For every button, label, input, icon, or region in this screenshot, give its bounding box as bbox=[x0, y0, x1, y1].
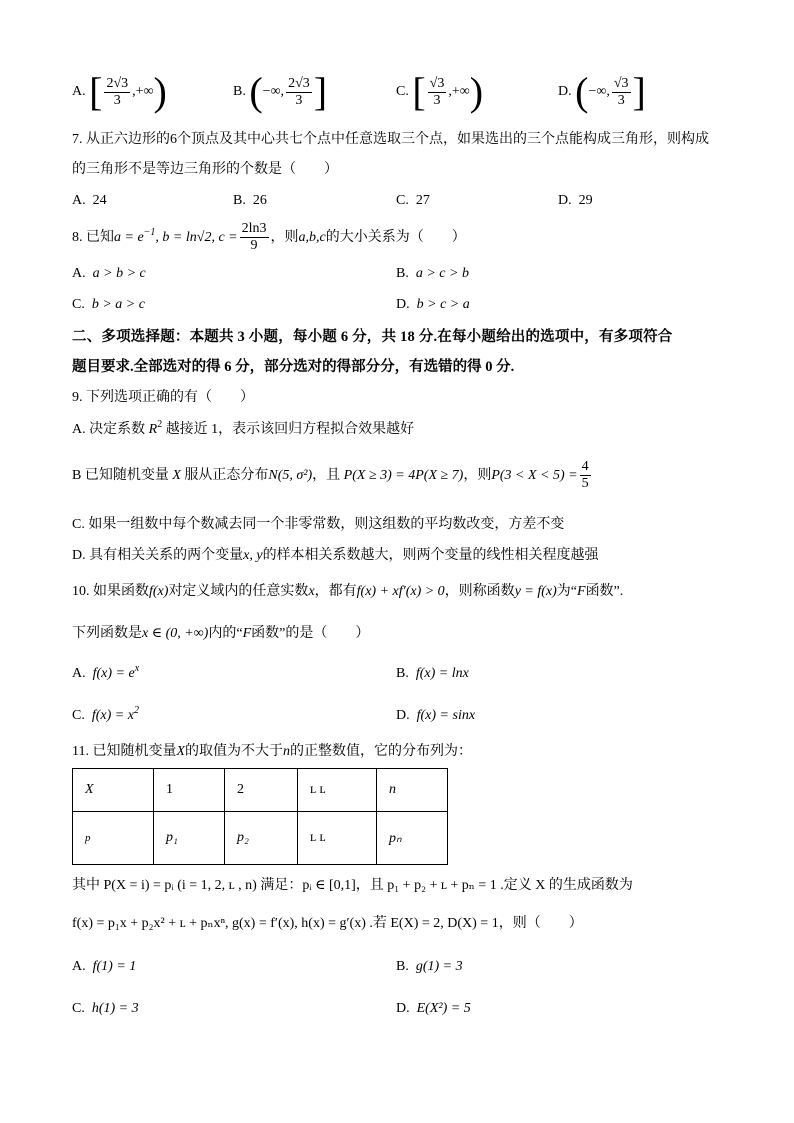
option-text: B 已知随机变量 bbox=[72, 468, 169, 483]
option-label: D. bbox=[558, 84, 572, 100]
q8-stem bbox=[72, 218, 466, 258]
paren-right: ) bbox=[469, 69, 484, 114]
option-text: b > a > c bbox=[91, 297, 145, 312]
text: 函数”的是（ ） bbox=[251, 626, 370, 641]
option-label: A. bbox=[72, 84, 86, 100]
q9-stem: 9. 下列选项正确的有（ ） bbox=[72, 390, 254, 405]
var-x: X bbox=[172, 468, 181, 483]
option-label: D. bbox=[558, 193, 572, 208]
q6-option-c[interactable] bbox=[396, 69, 484, 114]
section2-heading-line2: 题目要求.全部选对的得 6 分，部分选对的得部分分，有选错的得 0 分. bbox=[72, 359, 515, 375]
q6-option-d[interactable] bbox=[558, 69, 646, 114]
prob-expr-2: P(3 < X < 5) = bbox=[491, 468, 578, 483]
paren-right: ) bbox=[153, 69, 167, 114]
option-label: A. bbox=[72, 959, 86, 974]
q6-option-b[interactable] bbox=[233, 69, 328, 114]
option-label: C. bbox=[72, 1001, 85, 1016]
r-exponent: 2 bbox=[157, 419, 163, 430]
section2-heading-line1: 二、多项选择题：本题共 3 小题，每小题 6 分，共 18 分.在每小题给出的选项中，有多项符合 bbox=[72, 329, 673, 345]
table-cell: pₙ bbox=[377, 812, 448, 865]
q9-option-d[interactable] bbox=[72, 546, 599, 566]
option-exp: 2 bbox=[133, 705, 139, 716]
option-label: D. bbox=[396, 297, 410, 312]
bracket-right: ] bbox=[632, 69, 646, 114]
q11-line4: f(x) = p₁x + p₂x² + ʟ + pₙxⁿ, g(x) = f′(x), h(x) = g′(x) .若 E(X) = 2, D(X) = 1，则（ ） bbox=[72, 916, 583, 931]
option-text: g(1) = 3 bbox=[415, 959, 463, 974]
distribution-table bbox=[72, 768, 448, 865]
option-text: 26 bbox=[252, 193, 267, 208]
option-label: A. bbox=[72, 266, 86, 281]
interval-tail: ,+∞ bbox=[448, 84, 470, 100]
text: 11. 已知随机变量 bbox=[72, 744, 177, 759]
option-text: f(x) = sinx bbox=[416, 708, 476, 723]
bracket-left: [ bbox=[89, 69, 103, 114]
table-row bbox=[73, 812, 448, 865]
q6-option-a[interactable] bbox=[72, 69, 167, 114]
text: 内的“ bbox=[208, 626, 243, 641]
text: 下列函数是 bbox=[72, 626, 142, 641]
q7-stem-line1: 7. 从正六边形的6个顶点及其中心共七个点中任意选取三个点，如果选出的三个点能构成三角形，则构成 bbox=[72, 132, 709, 147]
q8-option-a[interactable] bbox=[72, 264, 146, 284]
q10-option-c[interactable] bbox=[72, 706, 139, 726]
q10-option-a[interactable] bbox=[72, 664, 139, 684]
f-letter: F bbox=[242, 626, 252, 641]
func-y: y = f(x) bbox=[514, 584, 557, 599]
option-text: E(X²) = 5 bbox=[416, 1001, 471, 1016]
var-x: X bbox=[176, 744, 186, 759]
option-label: B. bbox=[396, 266, 409, 281]
option-label: B. bbox=[233, 84, 246, 100]
interval-head: −∞, bbox=[262, 84, 285, 100]
option-label: B. bbox=[233, 193, 246, 208]
prob-expr: P(X ≥ 3) = 4P(X ≥ 7) bbox=[343, 468, 464, 483]
fraction: $\frac{4}{5}$ bbox=[581, 459, 589, 492]
then-text: ，则 bbox=[463, 468, 492, 483]
table-cell: 1 bbox=[154, 769, 225, 812]
table-cell: p₂ bbox=[225, 812, 298, 865]
q9-option-b[interactable] bbox=[72, 456, 593, 496]
table-cell: X bbox=[73, 769, 154, 812]
option-label: C. bbox=[72, 297, 85, 312]
option-label: A. bbox=[72, 666, 86, 681]
table-cell: ʟ ʟ bbox=[298, 769, 377, 812]
text: 函数”. bbox=[585, 584, 624, 599]
option-label: D. bbox=[396, 1001, 410, 1016]
text: 的正整数值，它的分布列为： bbox=[290, 744, 473, 759]
q11-line3: 其中 P(X = i) = pᵢ (i = 1, 2, ʟ , n) 满足：pᵢ ∈ [0,1]，且 p₁ + p₂ + ʟ + pₙ = 1 .定义 X 的生成函数为 bbox=[72, 878, 633, 893]
comma-text: ，且 bbox=[312, 468, 341, 483]
interval-tail: ,+∞ bbox=[132, 84, 154, 100]
q10-option-b[interactable] bbox=[396, 664, 469, 684]
fraction: $\frac{√3}{3}$ bbox=[613, 75, 629, 108]
text: 为“ bbox=[556, 584, 577, 599]
q10-stem-line1 bbox=[72, 582, 623, 602]
option-label: C. bbox=[396, 193, 409, 208]
q8-option-d[interactable] bbox=[396, 295, 470, 315]
q10-option-d[interactable] bbox=[396, 706, 475, 726]
q8-b-expr: , b = ln√2, c = bbox=[155, 230, 238, 245]
table-cell: n bbox=[377, 769, 448, 812]
q11-option-b[interactable] bbox=[396, 957, 463, 977]
option-label: C. bbox=[396, 84, 409, 100]
text: ，都有 bbox=[314, 584, 357, 599]
bracket-left: [ bbox=[412, 69, 426, 114]
var-x: x bbox=[308, 584, 315, 599]
table-cell: p₁ bbox=[154, 812, 225, 865]
q11-option-a[interactable] bbox=[72, 957, 136, 977]
option-label: D. bbox=[396, 708, 410, 723]
q8-prefix: 8. 已知 bbox=[72, 230, 114, 245]
option-text: f(x) = x bbox=[91, 708, 134, 723]
q7-option-c[interactable] bbox=[396, 191, 430, 211]
option-text: D. 具有相关关系的两个变量 bbox=[72, 548, 244, 563]
inequality: f(x) + xf′(x) > 0 bbox=[356, 584, 445, 599]
normal-dist: N(5, σ²) bbox=[268, 468, 313, 483]
bracket-right: ] bbox=[313, 69, 328, 114]
option-text: f(1) = 1 bbox=[92, 959, 137, 974]
text: 对定义域内的任意实数 bbox=[168, 584, 309, 599]
option-label: C. bbox=[72, 708, 85, 723]
option-text: 24 bbox=[92, 193, 107, 208]
text: ，则称函数 bbox=[444, 584, 515, 599]
q11-option-d[interactable] bbox=[396, 999, 471, 1019]
paren-left: ( bbox=[249, 69, 263, 114]
option-label: B. bbox=[396, 666, 409, 681]
q7-stem-line2: 的三角形不是等边三角形的个数是（ ） bbox=[72, 162, 338, 177]
q8-c-fraction: $\frac{2\ln 3}{9}$ bbox=[241, 221, 267, 254]
q8-option-b[interactable] bbox=[396, 264, 469, 284]
q9-option-a[interactable] bbox=[72, 420, 414, 440]
option-text: f(x) = lnx bbox=[415, 666, 469, 681]
option-text: 27 bbox=[415, 193, 430, 208]
paren-left: ( bbox=[575, 69, 589, 114]
option-text-mid: 服从正态分布 bbox=[184, 468, 269, 483]
option-text: a > c > b bbox=[415, 266, 469, 281]
table-cell: ʟ ʟ bbox=[298, 812, 377, 865]
q10-stem-line2 bbox=[72, 624, 369, 644]
q7-option-b[interactable] bbox=[233, 191, 267, 211]
q11-stem bbox=[72, 742, 472, 762]
table-row bbox=[73, 769, 448, 812]
option-text-tail: 的样本相关系数越大，则两个变量的线性相关程度越强 bbox=[262, 548, 599, 563]
r-symbol: R bbox=[148, 422, 158, 437]
q8-option-c[interactable] bbox=[72, 295, 145, 315]
q8-a-expr: a = e bbox=[114, 230, 144, 245]
q8-suffix: ，则 bbox=[270, 230, 299, 245]
q7-option-a[interactable] bbox=[72, 191, 107, 211]
option-text: f(x) = e bbox=[92, 666, 135, 681]
f-letter: F bbox=[577, 584, 586, 599]
q11-option-c[interactable] bbox=[72, 999, 139, 1019]
domain: x ∈ (0, +∞) bbox=[142, 626, 209, 641]
q8-end: 的大小关系为（ ） bbox=[325, 230, 466, 245]
text: 10. 如果函数 bbox=[72, 584, 149, 599]
fraction: $\frac{2√3}{3}$ bbox=[288, 75, 310, 108]
fraction: $\frac{2√3}{3}$ bbox=[106, 75, 129, 108]
q7-option-d[interactable] bbox=[558, 191, 593, 211]
option-label: A. bbox=[72, 193, 86, 208]
interval-head: −∞, bbox=[588, 84, 610, 100]
q8-vars: a,b,c bbox=[298, 230, 326, 245]
option-text-tail: 越接近 1，表示该回归方程拟合效果越好 bbox=[165, 422, 415, 437]
table-cell: 2 bbox=[225, 769, 298, 812]
option-text: 29 bbox=[578, 193, 593, 208]
option-exp: x bbox=[134, 663, 140, 674]
fraction: $\frac{√3}{3}$ bbox=[429, 75, 445, 108]
option-text: a > b > c bbox=[92, 266, 146, 281]
q8-a-exp: −1 bbox=[143, 227, 156, 238]
func-f: f(x) bbox=[149, 584, 169, 599]
q9-option-c[interactable]: C. 如果一组数中每个数减去同一个非零常数，则这组数的平均数改变，方差不变 bbox=[72, 517, 565, 532]
option-label: B. bbox=[396, 959, 409, 974]
option-text: b > c > a bbox=[416, 297, 470, 312]
option-text: h(1) = 3 bbox=[91, 1001, 139, 1016]
option-text: A. 决定系数 bbox=[72, 422, 146, 437]
text: 的取值为不大于 bbox=[185, 744, 284, 759]
table-cell: p bbox=[73, 812, 154, 865]
vars-xy: x, y bbox=[243, 548, 263, 563]
var-n: n bbox=[283, 744, 291, 759]
